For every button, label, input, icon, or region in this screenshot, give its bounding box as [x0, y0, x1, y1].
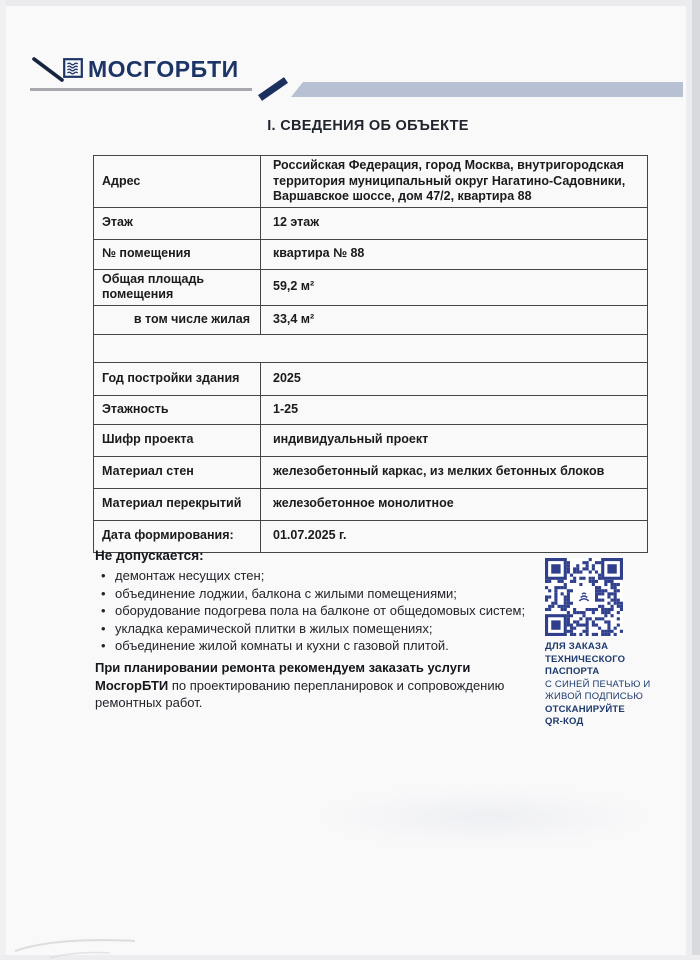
qr-caption-line: ЖИВОЙ ПОДПИСЬЮ [545, 691, 644, 702]
spacer-cell [94, 334, 648, 362]
row-value: 33,4 м² [261, 305, 648, 334]
table-row [94, 456, 648, 488]
row-value: 01.07.2025 г. [261, 520, 648, 552]
row-value: 2025 [261, 362, 648, 395]
qr-caption-line: QR-КОД [545, 716, 584, 727]
table-row [94, 239, 648, 269]
scan-edge-right [692, 0, 700, 960]
row-label: Этажность [94, 395, 261, 424]
logo-wordmark: МОСГОРБТИ [88, 56, 239, 82]
table-spacer-row [94, 334, 648, 362]
restrictions-list [95, 567, 545, 655]
list-item: • оборудование подогрева пола на балконе от общедомовых систем; [95, 602, 545, 620]
table-row [94, 424, 648, 456]
recommendation-regular-text: по проектированию перепланировок и сопровождению ремонтных работ. [95, 677, 505, 710]
qr-caption-line: ОТСКАНИРУЙТЕ [545, 703, 625, 715]
qr-caption-line: С СИНЕЙ ПЕЧАТЬЮ И [545, 678, 651, 690]
row-label: Этаж [94, 207, 261, 239]
scan-edge-left [0, 0, 6, 960]
header-thin-rule [30, 88, 252, 91]
row-value: железобетонное монолитное [261, 488, 648, 520]
recommendation-paragraph [95, 659, 515, 712]
watermark-smudge [320, 788, 650, 846]
row-label: № помещения [94, 239, 261, 269]
row-label: Общая площадь помещения [94, 269, 261, 305]
restrictions-heading: Не допускается: [95, 548, 204, 563]
row-value: индивидуальный проект [261, 424, 648, 456]
row-value: железобетонный каркас, из мелких бетонных блоков [261, 456, 648, 488]
qr-center-logo-icon [573, 586, 595, 608]
pencil-mark [10, 925, 160, 960]
scan-edge-top [0, 0, 700, 6]
row-label: Год постройки здания [94, 362, 261, 395]
row-value: 12 этаж [261, 207, 648, 239]
header-band [291, 82, 683, 97]
qr-code [545, 558, 623, 636]
row-value: Российская Федерация, город Москва, внутригородская территория муниципальный округ Нагатино-Садовники, Варшавское шоссе, дом 47/2, квартира 88 [261, 156, 648, 208]
row-value: 1-25 [261, 395, 648, 424]
recommendation-bold-text: При планировании ремонта рекомендуем заказать услуги МосгорБТИ [95, 660, 471, 693]
qr-caption-line: ТЕХНИЧЕСКОГО [545, 653, 626, 665]
qr-caption-line: ПАСПОРТА [545, 666, 600, 677]
qr-caption [545, 641, 660, 729]
table-row [94, 305, 648, 334]
row-label: Адрес [94, 156, 261, 208]
list-item: • укладка керамической плитки в жилых помещениях; [95, 620, 545, 638]
row-label: Дата формирования: [94, 520, 261, 552]
table-row [94, 362, 648, 395]
table-row [94, 207, 648, 239]
qr-caption-line: ДЛЯ ЗАКАЗА [545, 641, 609, 652]
restrictions-section [95, 548, 545, 655]
row-label: Шифр проекта [94, 424, 261, 456]
row-label: Материал стен [94, 456, 261, 488]
row-value: квартира № 88 [261, 239, 648, 269]
list-item: • объединение жилой комнаты и кухни с газовой плитой. [95, 637, 545, 655]
table-row [94, 156, 648, 208]
table-row [94, 269, 648, 305]
page-title: I. СВЕДЕНИЯ ОБ ОБЪЕКТЕ [267, 118, 469, 134]
row-label: Материал перекрытий [94, 488, 261, 520]
table-row [94, 488, 648, 520]
object-info-table [93, 155, 648, 553]
row-label: в том числе жилая [94, 305, 261, 334]
list-item: • демонтаж несущих стен; [95, 567, 545, 585]
list-item: • объединение лоджии, балкона с жилыми помещениями; [95, 585, 545, 603]
header-slash-accent [252, 76, 294, 102]
row-value: 59,2 м² [261, 269, 648, 305]
mosgorbti-logo-icon [63, 58, 83, 83]
table-row [94, 395, 648, 424]
